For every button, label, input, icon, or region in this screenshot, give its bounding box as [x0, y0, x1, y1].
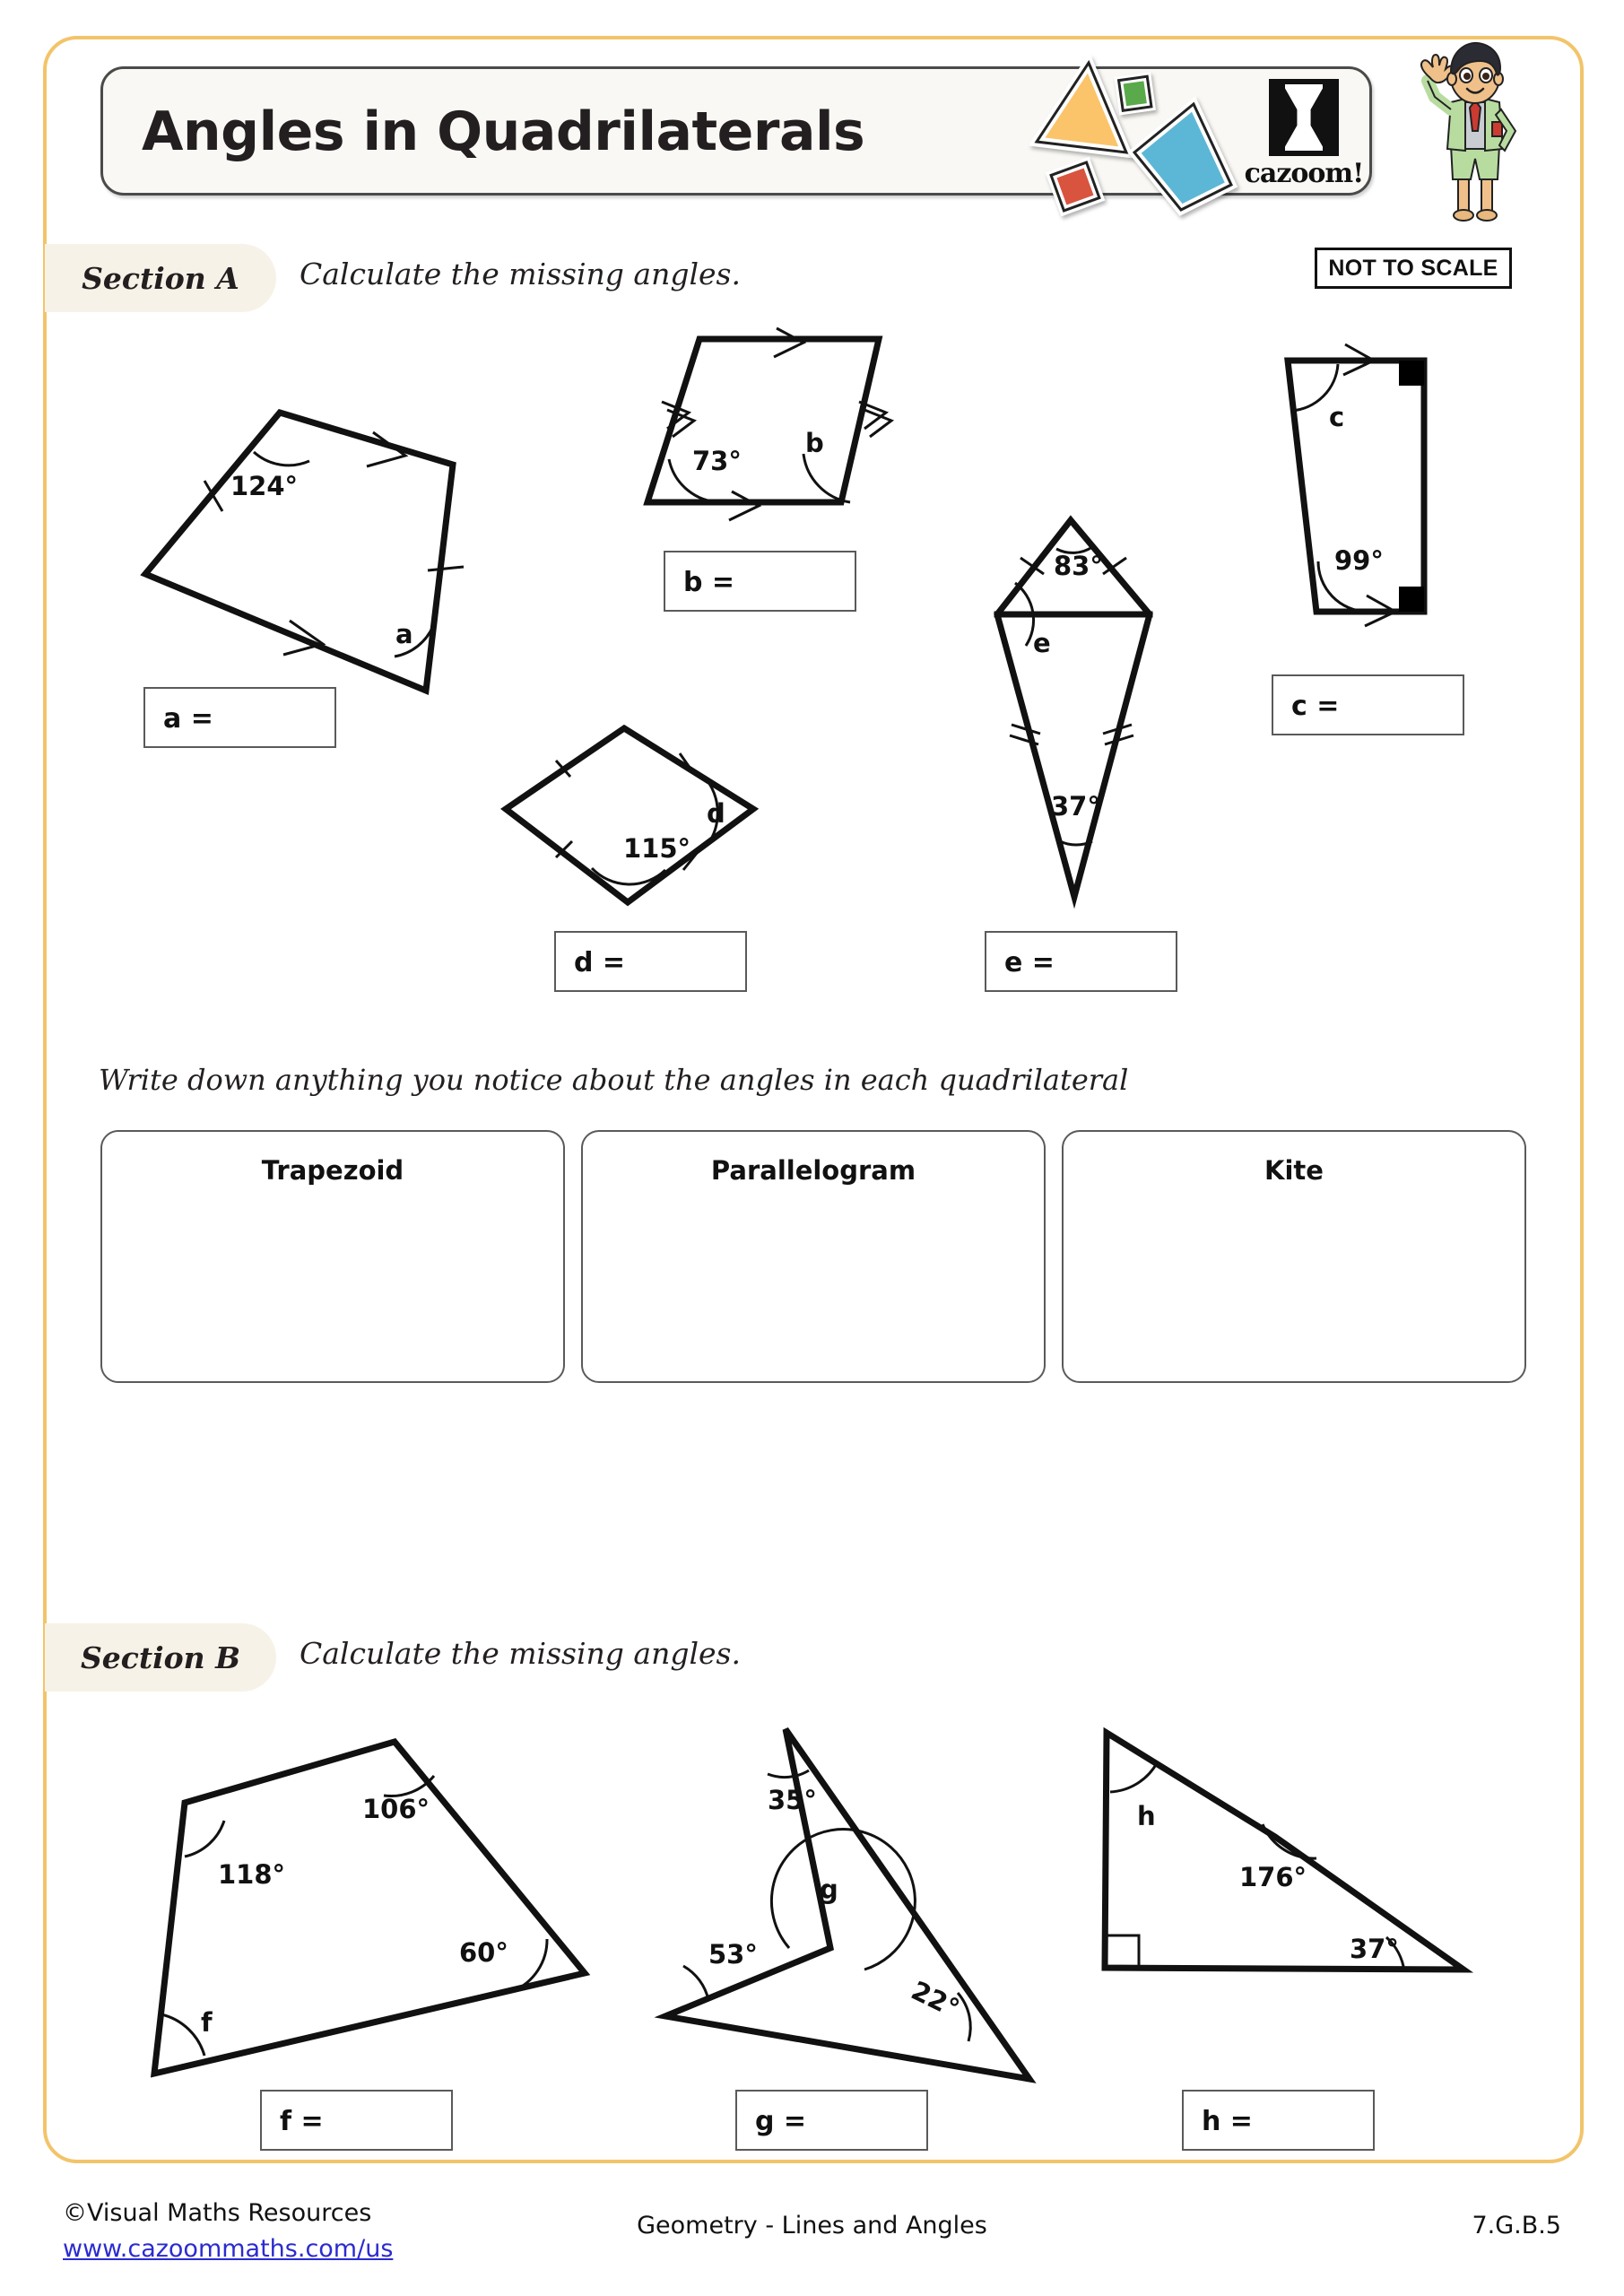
- figure-a-angle-124: 124°: [230, 471, 299, 501]
- figure-f: [126, 1704, 592, 2099]
- figure-d-angle-115: 115°: [623, 833, 691, 864]
- figure-c-unknown-c: c: [1329, 402, 1345, 432]
- figure-g-angle-22: 22°: [907, 1975, 965, 2024]
- figure-g-angle-35: 35°: [768, 1785, 817, 1815]
- section-b-pill: Section B: [45, 1623, 276, 1692]
- answer-label-a: a =: [163, 703, 213, 735]
- answer-label-f: f =: [280, 2106, 324, 2137]
- figure-e-angle-83: 83°: [1054, 551, 1103, 581]
- note-title-kite: Kite: [1264, 1155, 1324, 1186]
- figure-c-angle-99: 99°: [1334, 545, 1384, 576]
- footer-topic: Geometry - Lines and Angles: [637, 2212, 987, 2239]
- cazoom-logo: [1242, 79, 1366, 190]
- not-to-scale-badge: NOT TO SCALE: [1315, 248, 1512, 289]
- notice-prompt: Write down anything you notice about the angles in each quadrilateral: [99, 1063, 1129, 1097]
- section-a-pill: Section A: [45, 244, 276, 312]
- figure-a: [126, 395, 502, 718]
- note-title-parallelogram: Parallelogram: [710, 1155, 916, 1186]
- figure-g-angle-53: 53°: [708, 1939, 758, 1970]
- cazoom-logo-mark: [1269, 79, 1339, 156]
- footer-website-link[interactable]: www.cazoommaths.com/us: [63, 2235, 394, 2263]
- page-title: Angles in Quadrilaterals: [142, 100, 865, 163]
- red-square-decoration: [1042, 154, 1108, 221]
- answer-label-e: e =: [1004, 947, 1055, 978]
- figure-b: [628, 323, 933, 529]
- figure-f-angle-118: 118°: [218, 1859, 286, 1890]
- blue-kite-decoration: [1125, 95, 1242, 230]
- figure-f-unknown-f: f: [201, 2007, 213, 2038]
- figure-e-unknown-e: e: [1033, 628, 1051, 658]
- figure-b-angle-73: 73°: [692, 446, 742, 476]
- cazoom-logo-text: cazoom!: [1244, 158, 1364, 189]
- section-b-instruction: Calculate the missing angles.: [300, 1636, 741, 1671]
- figure-d-unknown-d: d: [707, 798, 725, 829]
- note-title-trapezoid: Trapezoid: [261, 1155, 404, 1186]
- figure-g: [646, 1704, 1058, 2117]
- mascot-illustration: [1415, 38, 1533, 228]
- figure-a-unknown-a: a: [395, 619, 413, 649]
- figure-b-unknown-b: b: [805, 428, 824, 458]
- figure-g-unknown-g: g: [820, 1874, 838, 1905]
- answer-label-b: b =: [683, 567, 735, 598]
- answer-label-h: h =: [1202, 2106, 1253, 2137]
- answer-label-g: g =: [755, 2106, 807, 2137]
- figure-c: [1273, 350, 1480, 637]
- answer-label-c: c =: [1291, 691, 1340, 722]
- figure-h-unknown-h: h: [1137, 1801, 1156, 1831]
- footer-copyright: ©Visual Maths Resources: [63, 2199, 372, 2227]
- figure-h-angle-176: 176°: [1239, 1862, 1307, 1892]
- footer-standard-code: 7.G.B.5: [1472, 2212, 1561, 2239]
- figure-h-angle-37: 37°: [1350, 1934, 1399, 1964]
- section-a-instruction: Calculate the missing angles.: [300, 257, 741, 291]
- figure-e-angle-37: 37°: [1051, 791, 1100, 822]
- answer-label-d: d =: [574, 947, 626, 978]
- figure-f-angle-60: 60°: [459, 1937, 508, 1968]
- figure-d: [493, 709, 798, 915]
- figure-f-angle-106: 106°: [362, 1794, 430, 1824]
